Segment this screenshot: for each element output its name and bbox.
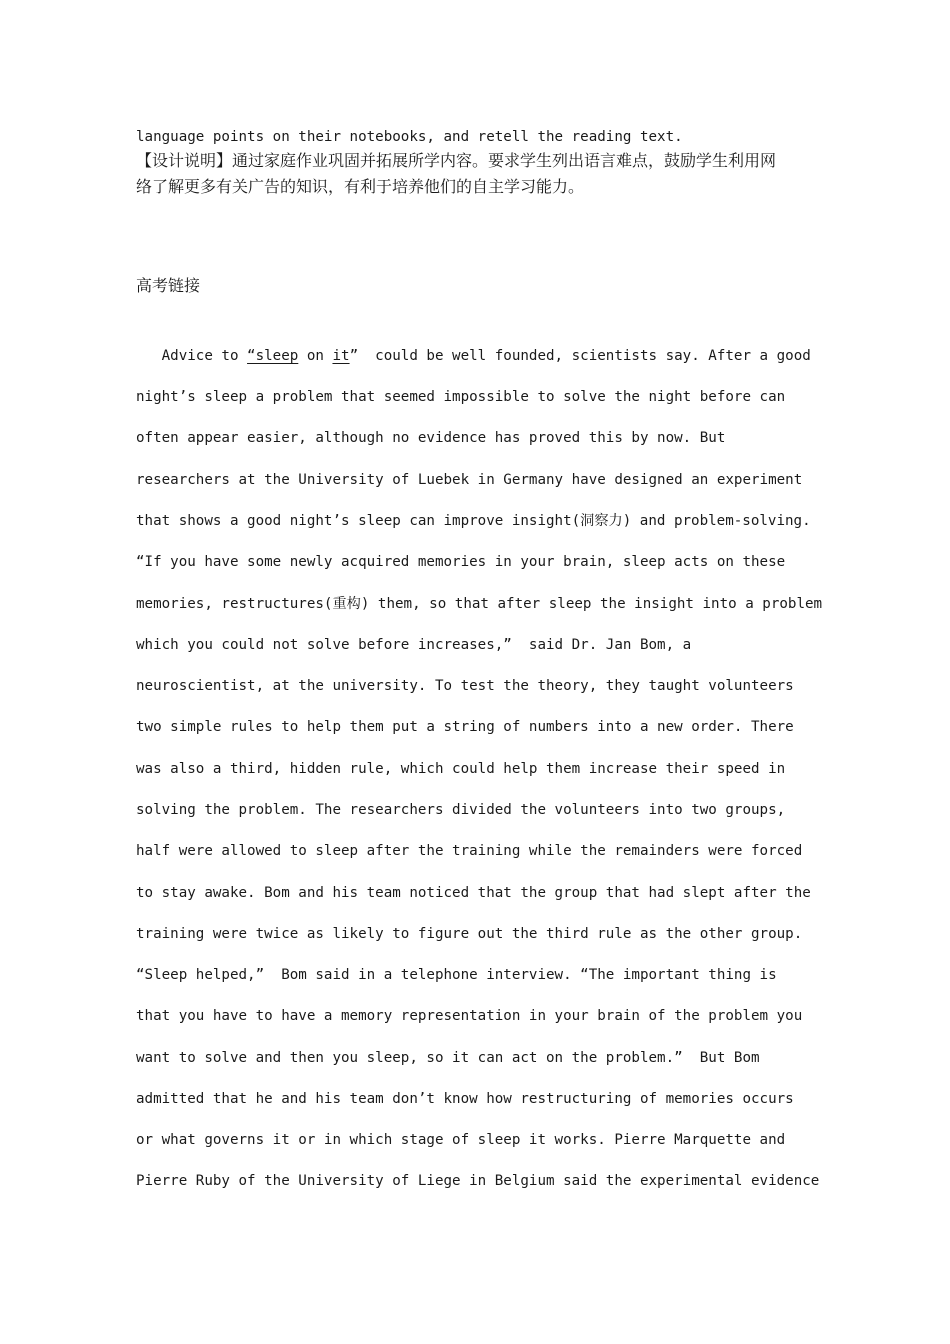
passage-line: night’s sleep a problem that seemed impossible to solve the night before can (136, 389, 786, 405)
passage-line (136, 347, 811, 365)
passage-rest: ” could be well founded, scientists say. After a good (349, 348, 811, 364)
passage-line: memories, restructures(重构) them, so that after sleep the insight into a problem (136, 596, 823, 612)
passage-line: often appear easier, although no evidence has proved this by now. But (136, 430, 726, 446)
quoted-it: it (332, 348, 350, 364)
passage-mid: on (298, 348, 333, 364)
design-note-line-1: 【设计说明】通过家庭作业巩固并拓展所学内容。要求学生列出语言难点，鼓励学生利用网 (136, 151, 777, 170)
passage-line: half were allowed to sleep after the training while the remainders were forced (136, 843, 803, 859)
passage-line: admitted that he and his team don’t know how restructuring of memories occurs (136, 1091, 794, 1107)
passage-line: want to solve and then you sleep, so it can act on the problem.” But Bom (136, 1050, 760, 1066)
section-title: 高考链接 (136, 276, 201, 295)
passage-line: that you have to have a memory representation in your brain of the problem you (136, 1008, 803, 1024)
passage-line: was also a third, hidden rule, which could help them increase their speed in (136, 761, 786, 777)
passage-line: training were twice as likely to figure out the third rule as the other group. (136, 926, 803, 942)
passage-line: solving the problem. The researchers divided the volunteers into two groups, (136, 802, 786, 818)
passage-line: which you could not solve before increases,” said Dr. Jan Bom, a (136, 637, 692, 653)
design-note-line-2: 络了解更多有关广告的知识，有利于培养他们的自主学习能力。 (136, 177, 585, 196)
passage-line: that shows a good night’s sleep can improve insight(洞察力) and problem-solving. (136, 513, 811, 529)
passage-line: Pierre Ruby of the University of Liege in Belgium said the experimental evidence (136, 1173, 820, 1189)
passage-line: neuroscientist, at the university. To test the theory, they taught volunteers (136, 678, 794, 694)
passage-line: to stay awake. Bom and his team noticed that the group that had slept after the (136, 885, 811, 901)
quoted-sleep: “sleep (247, 348, 299, 364)
passage-line: researchers at the University of Luebek in Germany have designed an experiment (136, 472, 803, 488)
passage-lead: Advice to (136, 348, 248, 364)
passage-line: “Sleep helped,” Bom said in a telephone interview. “The important thing is (136, 967, 777, 983)
homework-line: language points on their notebooks, and retell the reading text. (136, 129, 683, 145)
passage-line: “If you have some newly acquired memories in your brain, sleep acts on these (136, 554, 786, 570)
passage-line: two simple rules to help them put a string of numbers into a new order. There (136, 719, 794, 735)
passage-line: or what governs it or in which stage of sleep it works. Pierre Marquette and (136, 1132, 786, 1148)
